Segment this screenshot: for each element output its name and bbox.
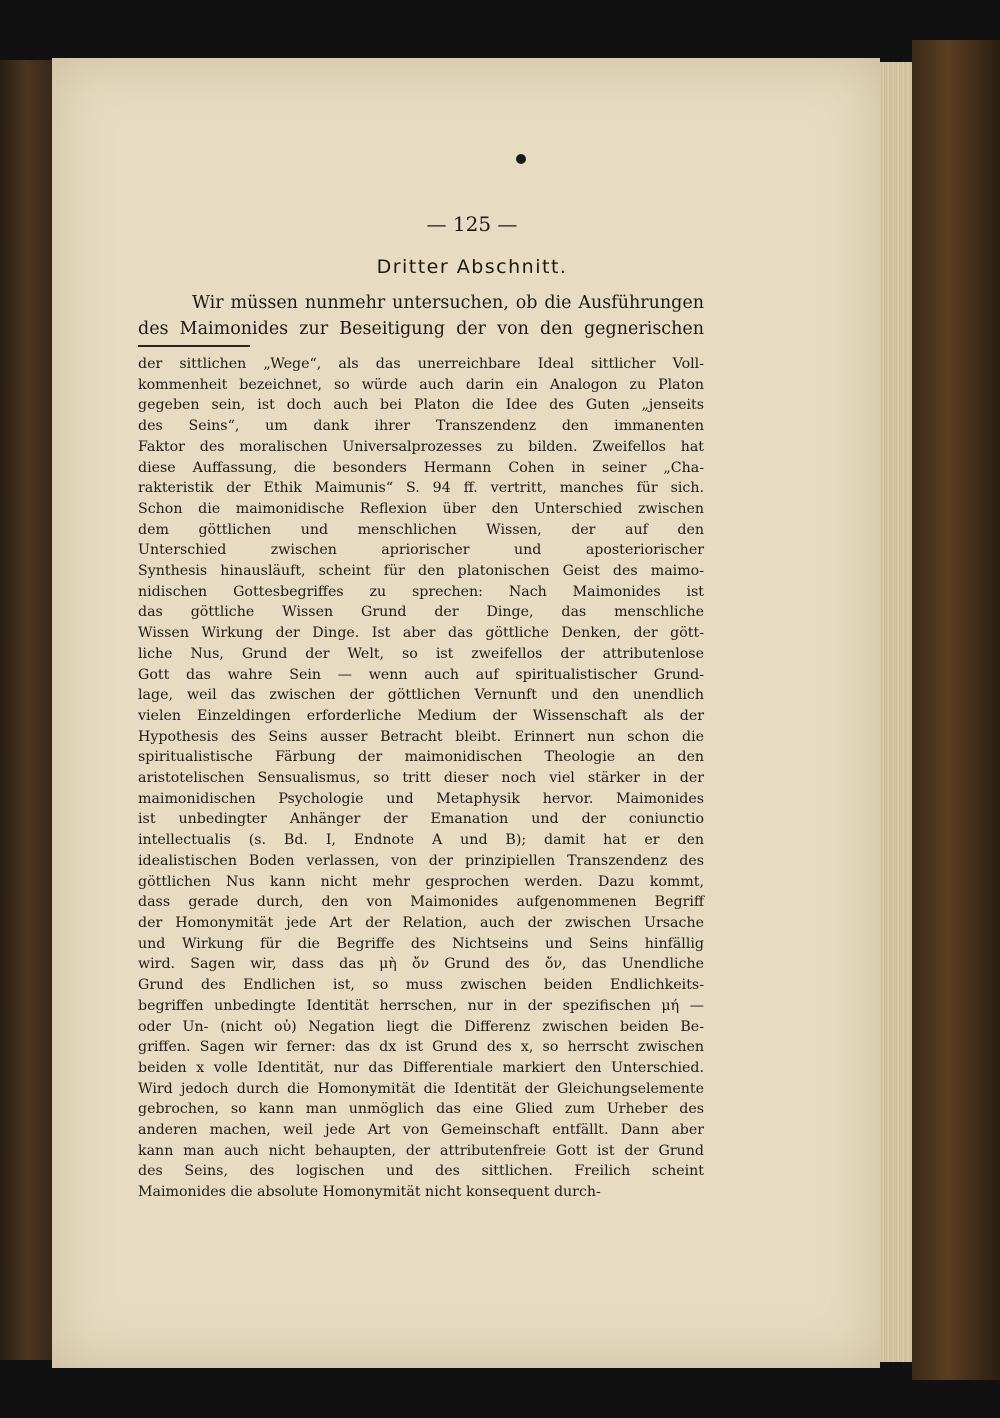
footnote-line: Unterschied zwischen apriorischer und aposteriorischer	[138, 542, 704, 559]
footnote-line: der sittlichen „Wege“, als das unerreichbare Ideal sittlicher Voll-	[138, 356, 704, 372]
footnote-line: kann man auch nicht behaupten, der attributenfreie Gott ist der Grund	[138, 1142, 704, 1159]
footnote-line: lage, weil das zwischen der göttlichen Vernunft und den unendlich	[138, 687, 704, 704]
footnote-line: gegeben sein, ist doch auch bei Platon die Idee des Guten „jenseits	[138, 397, 704, 414]
footnote-line: des Seins, des logischen und des sittlichen. Freilich scheint	[138, 1163, 704, 1180]
footnote-line: nidischen Gottesbegriffes zu sprechen: Nach Maimonides ist	[138, 583, 704, 600]
footnote-line: Maimonides die absolute Homonymität nicht konsequent durch-	[138, 1184, 601, 1201]
intro-line: des Maimonides zur Beseitigung der von den gegnerischen	[138, 319, 704, 339]
footnote-line: beiden x volle Identität, nur das Differentiale markiert den Unterschied.	[138, 1059, 704, 1076]
footnote-text	[138, 354, 704, 1203]
footnote-line: göttlichen Nus kann nicht mehr gesprochen werden. Dazu kommt,	[138, 873, 704, 890]
footnote-line: Wird jedoch durch die Homonymität die Identität der Gleichungselemente	[138, 1080, 704, 1097]
footnote-line: Wissen Wirkung der Dinge. Ist aber das göttliche Denken, der gött-	[138, 625, 704, 642]
footnote-rule	[138, 345, 250, 347]
footnote-line: maimonidischen Psychologie und Metaphysik hervor. Maimonides	[138, 790, 704, 807]
book-spine-left	[0, 60, 52, 1360]
intro-line: Wir müssen nunmehr untersuchen, ob die Ausführungen	[192, 293, 704, 313]
footnote-line: aristotelischen Sensualismus, so tritt dieser noch viel stärker in der	[138, 770, 704, 787]
page-number: — 125 —	[426, 212, 518, 236]
footnote-line: intellectualis (s. Bd. I, Endnote A und B); damit hat er den	[138, 832, 704, 849]
intro-paragraph	[138, 290, 704, 342]
footnote-line: liche Nus, Grund der Welt, so ist zweifellos der attributenlose	[138, 645, 704, 662]
footnote-line: griffen. Sagen wir ferner: das dx ist Grund des x, so herrscht zwischen	[138, 1039, 704, 1056]
footnote-line: des Seins“, um dank ihrer Transzendenz den immanenten	[138, 418, 704, 435]
footnote-line: dem göttlichen und menschlichen Wissen, der auf den	[138, 521, 704, 538]
footnote-line: das göttliche Wissen Grund der Dinge, das menschliche	[138, 604, 704, 621]
section-heading: Dritter Abschnitt.	[376, 256, 568, 278]
footnote-line: Hypothesis des Seins ausser Betracht bleibt. Erinnert nun schon die	[138, 728, 704, 745]
footnote-line: Grund des Endlichen ist, so muss zwischen beiden Endlichkeits-	[138, 977, 704, 994]
footnote-line: rakteristik der Ethik Maimunis“ S. 94 ff. vertritt, manches für sich.	[138, 480, 704, 497]
footnote-line: diese Auffassung, die besonders Hermann Cohen in seiner „Cha-	[138, 459, 704, 476]
footnote-line: der Homonymität jede Art der Relation, auch der zwischen Ursache	[138, 914, 704, 931]
footnote-line: Synthesis hinausläuft, scheint für den platonischen Geist des maimo-	[138, 563, 704, 580]
footnote-line: oder Un- (nicht οὐ) Negation liegt die Differenz zwischen beiden Be-	[138, 1018, 704, 1035]
footnote-line: Faktor des moralischen Universalprozesses zu bilden. Zweifellos hat	[138, 438, 704, 455]
footnote-line: dass gerade durch, den von Maimonides aufgenommenen Begriff	[138, 894, 704, 911]
ink-dot	[516, 154, 526, 164]
footnote-line: wird. Sagen wir, dass das μὴ ὄν Grund des ὄν, das Unendliche	[138, 956, 704, 973]
footnote-line: Schon die maimonidische Reflexion über den Unterschied zwischen	[138, 500, 704, 517]
footnote-line: vielen Einzeldingen erforderliche Medium der Wissenschaft als der	[138, 707, 704, 724]
footnote-line: kommenheit bezeichnet, so würde auch darin ein Analogon zu Platon	[138, 376, 704, 393]
footnote-line: anderen machen, weil jede Art von Gemeinschaft entfällt. Dann aber	[138, 1122, 704, 1139]
book-cover-right	[912, 40, 1000, 1380]
footnote-line: ist unbedingter Anhänger der Emanation und der coniunctio	[138, 811, 704, 828]
footnote-line: spiritualistische Färbung der maimonidischen Theologie an den	[138, 749, 704, 766]
footnote-line: gebrochen, so kann man unmöglich das eine Glied zum Urheber des	[138, 1101, 704, 1118]
footnote-line: begriffen unbedingte Identität herrschen, nur in der spezifischen μή —	[138, 997, 704, 1014]
footnote-line: Gott das wahre Sein — wenn auch auf spiritualistischer Grund-	[138, 666, 704, 683]
footnote-line: und Wirkung für die Begriffe des Nichtseins und Seins hinfällig	[138, 935, 704, 952]
footnote-line: idealistischen Boden verlassen, von der prinzipiellen Transzendenz des	[138, 852, 704, 869]
